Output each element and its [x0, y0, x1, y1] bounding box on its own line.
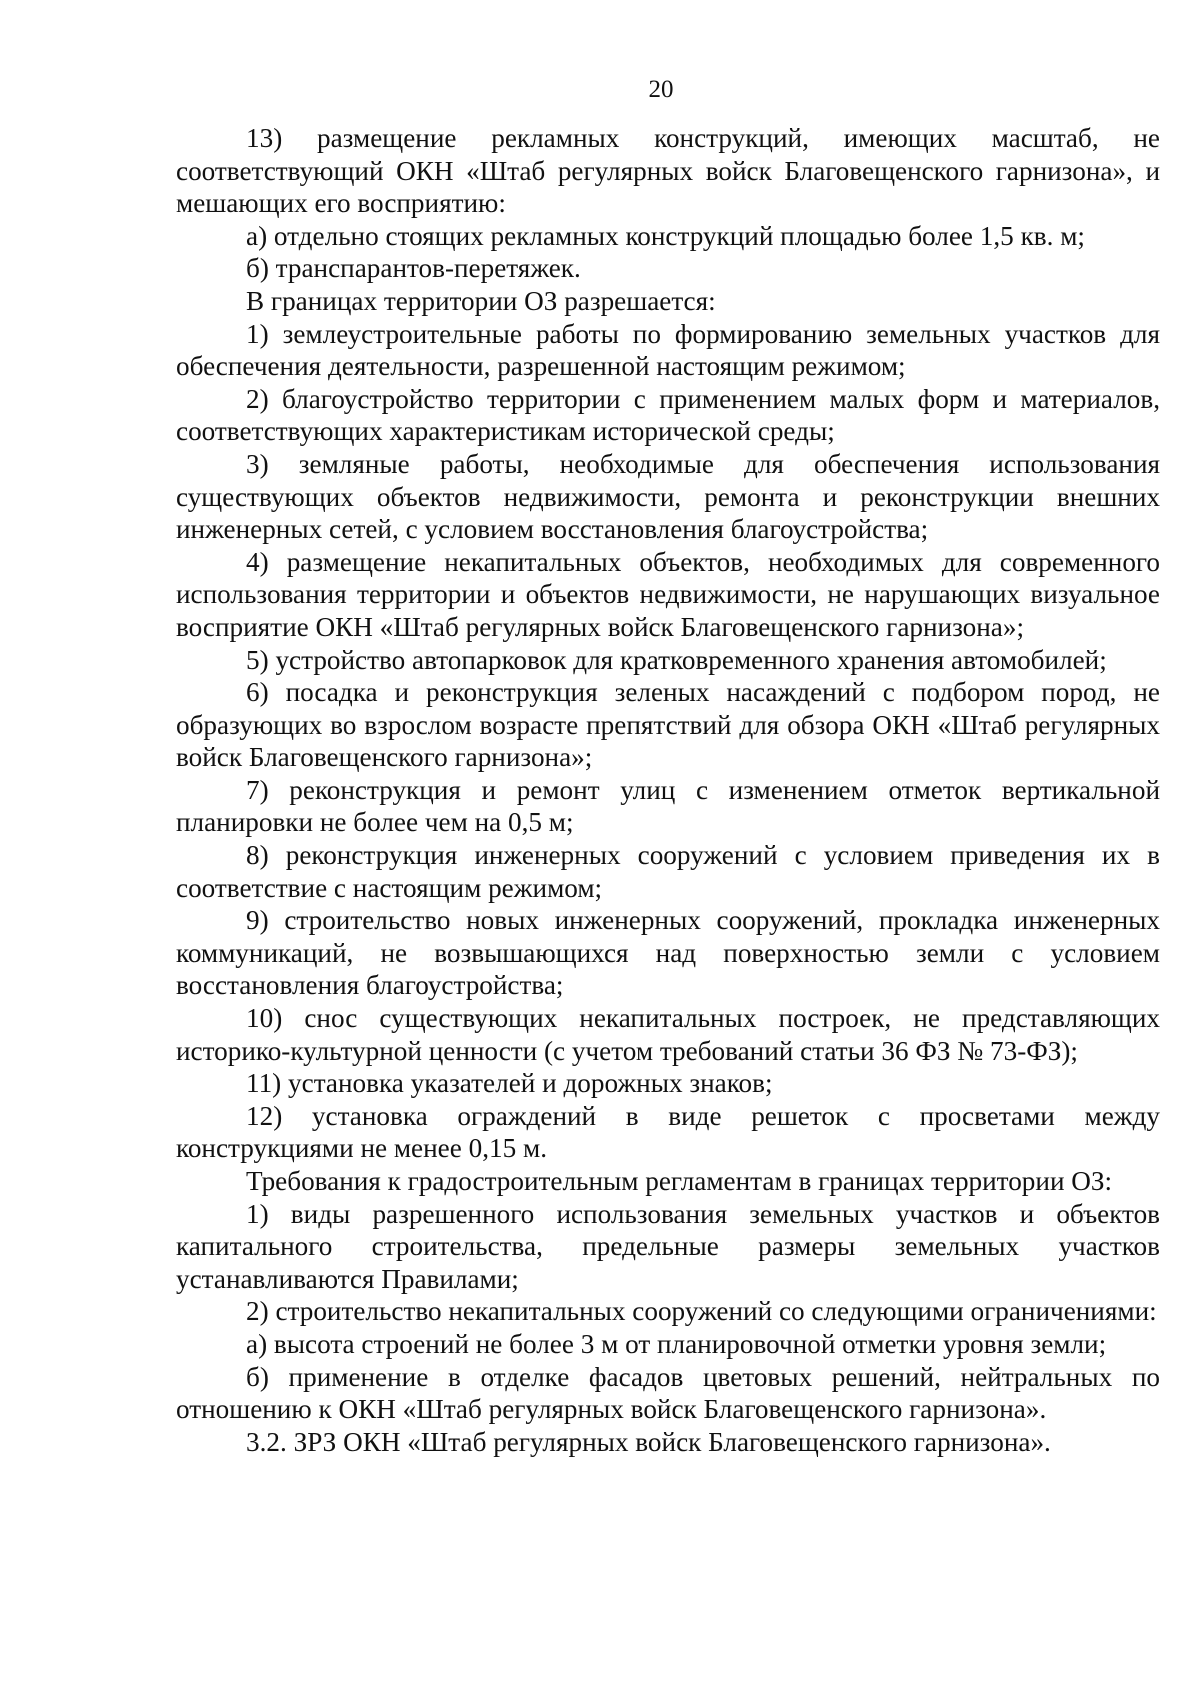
paragraph-regulations-1: 1) виды разрешенного использования земельных участков и объектов капитального строительства, предельные размеры земельных участков устанавливаются Правилами;: [176, 1198, 1160, 1294]
section-heading-3-2: 3.2. ЗРЗ ОКН «Штаб регулярных войск Благовещенского гарнизона».: [246, 1426, 1051, 1457]
paragraph-subitem-b: б) транспарантов-перетяжек.: [246, 253, 581, 284]
paragraph-permitted-3: 3) земляные работы, необходимые для обеспечения использования существующих объектов недвижимости, ремонта и реконструкции внешних инженерных сетей, с условием восстановления благоустройства;: [176, 448, 1160, 545]
paragraph-permitted-4: 4) размещение некапитальных объектов, необходимых для современного использования территории и объектов недвижимости, не нарушающих визуальное восприятие ОКН «Штаб регулярных войск Благовещенского гарнизона»;: [176, 546, 1160, 642]
paragraph-permitted-5: 5) устройство автопарковок для кратковременного хранения автомобилей;: [246, 644, 1107, 675]
paragraph-permitted-12: 12) установка ограждений в виде решеток с просветами между конструкциями не менее 0,15 м.: [176, 1100, 1160, 1164]
paragraph-permitted-6: 6) посадка и реконструкция зеленых насаждений с подбором пород, не образующих во взрослом возрасте препятствий для обзора ОКН «Штаб регулярных войск Благовещенского гарнизона»;: [176, 677, 1160, 773]
paragraph-permitted-11: 11) установка указателей и дорожных знаков;: [246, 1068, 773, 1099]
paragraph-regulations-2b: б) применение в отделке фасадов цветовых решений, нейтральных по отношению к ОКН «Штаб регулярных войск Благовещенского гарнизона».: [176, 1361, 1160, 1425]
paragraph-regulations-2: 2) строительство некапитальных сооружений со следующими ограничениями:: [246, 1296, 1157, 1327]
paragraph-subitem-a: а) отдельно стоящих рекламных конструкций площадью более 1,5 кв. м;: [246, 220, 1085, 251]
document-body: [176, 122, 1160, 1458]
paragraph-permitted-9: 9) строительство новых инженерных сооружений, прокладка инженерных коммуникаций, не возвышающихся над поверхностью земли с условием восстановления благоустройства;: [176, 905, 1160, 1001]
page-number: 20: [648, 76, 674, 103]
paragraph-regulations-2a: а) высота строений не более 3 м от планировочной отметки уровня земли;: [246, 1328, 1107, 1359]
paragraph-item-13: 13) размещение рекламных конструкций, имеющих масштаб, не соответствующий ОКН «Штаб регулярных войск Благовещенского гарнизона», и мешающих его восприятию:: [176, 123, 1160, 219]
paragraph-permitted-7: 7) реконструкция и ремонт улиц с изменением отметок вертикальной планировки не более чем на 0,5 м;: [176, 774, 1160, 838]
paragraph-permitted-2: 2) благоустройство территории с применением малых форм и материалов, соответствующих характеристикам исторической среды;: [176, 383, 1160, 447]
paragraph-permitted-1: 1) землеустроительные работы по формированию земельных участков для обеспечения деятельности, разрешенной настоящим режимом;: [176, 318, 1160, 382]
paragraph-permitted-8: 8) реконструкция инженерных сооружений с условием приведения их в соответствие с настоящим режимом;: [176, 840, 1160, 903]
paragraph-regulations-heading: Требования к градостроительным регламентам в границах территории ОЗ:: [246, 1166, 1113, 1196]
paragraph-permitted-heading: В границах территории ОЗ разрешается:: [246, 285, 716, 316]
paragraph-permitted-10: 10) снос существующих некапитальных построек, не представляющих историко-культурной ценности (с учетом требований статьи 36 ФЗ № 73-ФЗ);: [176, 1003, 1160, 1066]
